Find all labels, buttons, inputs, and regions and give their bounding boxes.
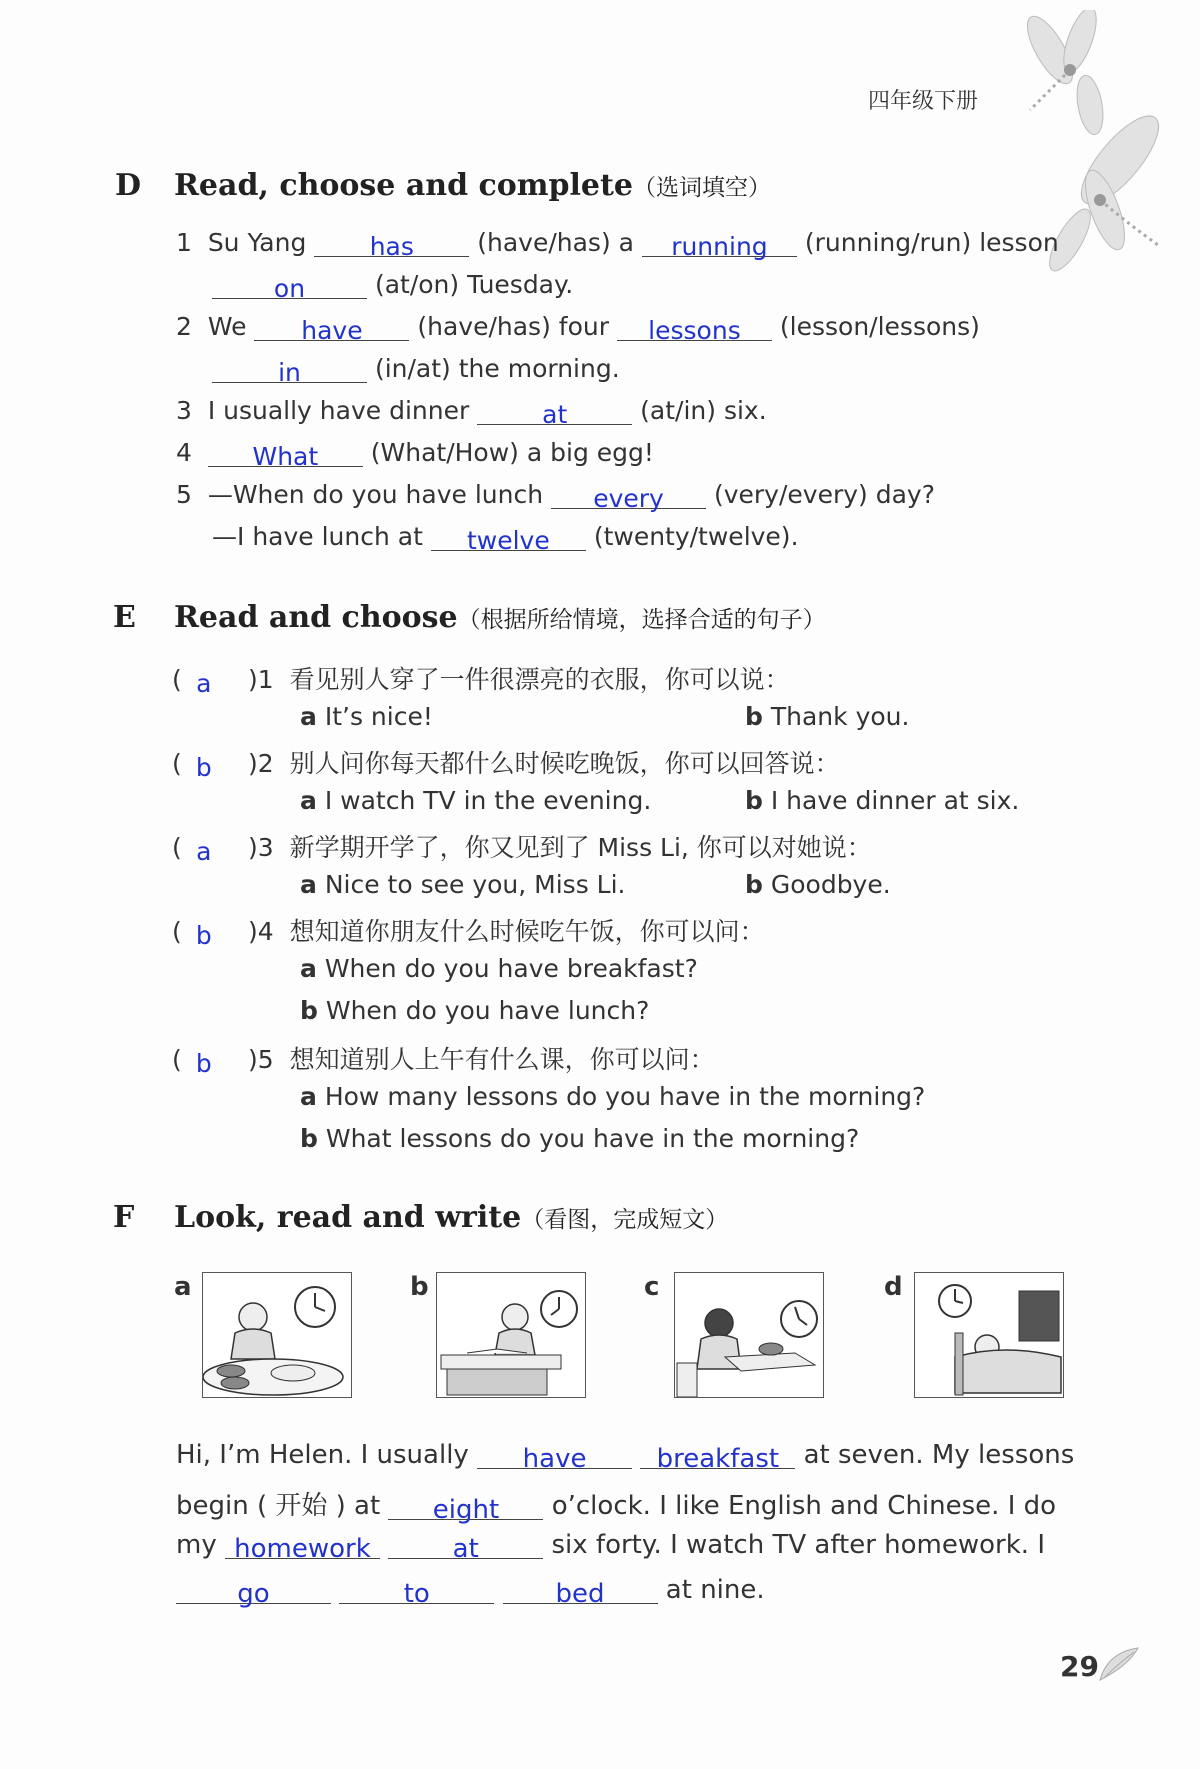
- girl-studying-icon: [437, 1273, 585, 1397]
- answer-blank[interactable]: [388, 1491, 543, 1525]
- question-text: (at/on) Tuesday.: [374, 270, 574, 299]
- answer-blank[interactable]: [388, 1530, 543, 1564]
- e-item-2-prompt: [172, 744, 840, 780]
- question-text: (What/How) a big egg!: [370, 438, 654, 467]
- question-text: (have/has) a: [477, 228, 634, 257]
- option-letter: a: [300, 870, 317, 899]
- option-letter: b: [300, 996, 318, 1025]
- option-letter: a: [300, 1082, 317, 1111]
- question-number: 3: [176, 396, 192, 425]
- f-passage-line-3: [176, 1530, 1045, 1564]
- item-number: )1: [248, 665, 274, 694]
- answer-blank[interactable]: [254, 312, 409, 345]
- option-text: It’s nice!: [324, 702, 433, 731]
- item-prompt: 想知道你朋友什么时候吃午饭，你可以问：: [289, 917, 765, 946]
- passage-text: begin ( 开始 ) at: [176, 1491, 381, 1521]
- e-item-4-prompt: [172, 912, 765, 948]
- option-text: When do you have breakfast?: [324, 954, 698, 983]
- question-text: (in/at) the morning.: [374, 354, 620, 383]
- e-item-1-prompt: [172, 660, 790, 696]
- section-f-title: [174, 1200, 728, 1235]
- picture-label-a: a: [174, 1272, 192, 1302]
- answer-parenthesis[interactable]: [172, 917, 248, 950]
- option-letter: b: [745, 870, 763, 899]
- question-number: 2: [176, 312, 192, 341]
- section-f-letter: F: [113, 1200, 135, 1235]
- answer-text: b: [195, 1049, 212, 1078]
- e-item-5-option-a[interactable]: [300, 1082, 925, 1111]
- picture-homework: [674, 1272, 824, 1398]
- item-prompt: 别人问你每天都什么时候吃晚饭，你可以回答说：: [289, 749, 840, 778]
- picture-label-d: d: [884, 1272, 903, 1302]
- option-letter: a: [300, 786, 317, 815]
- answer-blank[interactable]: [431, 522, 586, 555]
- answer-text: b: [195, 921, 212, 950]
- question-number: 5: [176, 480, 192, 509]
- girl-writing-homework-icon: [675, 1273, 823, 1397]
- item-number: )5: [248, 1045, 274, 1074]
- e-item-2-option-b[interactable]: [745, 786, 1019, 815]
- paren-open: (: [172, 917, 182, 946]
- section-e-letter: E: [113, 600, 136, 635]
- d-question-3: [176, 396, 767, 429]
- paren-open: (: [172, 1045, 182, 1074]
- option-text: When do you have lunch?: [325, 996, 650, 1025]
- answer-text: breakfast: [656, 1444, 780, 1474]
- option-letter: b: [745, 702, 763, 731]
- e-item-4-option-b[interactable]: [300, 996, 649, 1025]
- section-d-title-cn: （选词填空）: [632, 175, 771, 201]
- e-item-2-option-a[interactable]: [300, 786, 651, 815]
- answer-text: homework: [234, 1534, 371, 1564]
- question-text: I usually have dinner: [207, 396, 470, 425]
- question-number: 1: [176, 228, 192, 257]
- picture-lesson: [436, 1272, 586, 1398]
- question-text: (lesson/lessons): [779, 312, 980, 341]
- passage-text: my: [176, 1530, 217, 1560]
- section-d-title-en: Read, choose and complete: [174, 168, 633, 203]
- section-e-title-en: Read and choose: [174, 600, 458, 635]
- answer-blank[interactable]: [617, 312, 772, 345]
- answer-blank[interactable]: [212, 354, 367, 387]
- girl-eating-breakfast-icon: [203, 1273, 351, 1397]
- item-number: )4: [248, 917, 274, 946]
- answer-text: lessons: [648, 316, 741, 345]
- answer-blank[interactable]: [208, 438, 363, 471]
- answer-blank[interactable]: [176, 1575, 331, 1609]
- grade-label: 四年级下册: [868, 89, 979, 114]
- answer-parenthesis[interactable]: [172, 749, 248, 782]
- d-question-5-cont: [212, 522, 799, 555]
- answer-blank[interactable]: [339, 1575, 494, 1609]
- question-text: —I have lunch at: [212, 522, 423, 551]
- item-number: )2: [248, 749, 274, 778]
- item-prompt: 想知道别人上午有什么课，你可以问：: [289, 1045, 715, 1074]
- paren-open: (: [172, 749, 182, 778]
- f-passage-line-4: [176, 1575, 765, 1609]
- question-text: —When do you have lunch: [207, 480, 544, 509]
- answer-blank[interactable]: [212, 270, 367, 303]
- answer-text: have: [301, 316, 363, 345]
- paren-open: (: [172, 833, 182, 862]
- answer-blank[interactable]: [314, 228, 469, 261]
- e-item-3-prompt: [172, 828, 872, 864]
- option-letter: b: [745, 786, 763, 815]
- answer-parenthesis[interactable]: [172, 833, 248, 866]
- option-letter: a: [300, 702, 317, 731]
- picture-label-b: b: [410, 1272, 429, 1302]
- answer-text: has: [369, 232, 414, 261]
- answer-text: b: [195, 753, 212, 782]
- passage-text: Hi, I’m Helen. I usually: [176, 1440, 469, 1470]
- page-number: 29: [1060, 1650, 1099, 1683]
- answer-text: at: [542, 400, 568, 429]
- section-e-title: [174, 600, 826, 635]
- question-number: 4: [176, 438, 192, 467]
- section-e-title-cn: （根据所给情境，选择合适的句子）: [457, 607, 826, 633]
- answer-text: in: [278, 358, 301, 387]
- answer-text: twelve: [466, 526, 550, 555]
- answer-text: at: [452, 1534, 479, 1564]
- section-d-letter: D: [115, 168, 142, 203]
- e-item-3-option-a[interactable]: [300, 870, 626, 899]
- answer-blank[interactable]: [551, 480, 706, 513]
- question-text: (at/in) six.: [640, 396, 767, 425]
- leaf-decoration-icon: [1098, 1646, 1140, 1682]
- girl-sleeping-icon: [915, 1273, 1063, 1397]
- answer-text: a: [196, 669, 212, 698]
- option-letter: b: [300, 1124, 318, 1153]
- option-text: How many lessons do you have in the morning?: [324, 1082, 926, 1111]
- option-text: Thank you.: [770, 702, 910, 731]
- f-passage-line-2: [176, 1485, 1057, 1525]
- option-letter: a: [300, 954, 317, 983]
- question-text: We: [207, 312, 247, 341]
- answer-text: have: [522, 1444, 587, 1474]
- d-question-1-cont: [212, 270, 574, 303]
- section-d-title: [174, 168, 771, 203]
- option-text: I watch TV in the evening.: [324, 786, 652, 815]
- option-text: Goodbye.: [770, 870, 891, 899]
- answer-text: running: [671, 232, 768, 261]
- answer-text: go: [237, 1579, 270, 1609]
- answer-parenthesis[interactable]: [172, 665, 248, 698]
- option-text: What lessons do you have in the morning?: [325, 1124, 860, 1153]
- question-text: (running/run) lesson: [804, 228, 1059, 257]
- d-question-2-cont: [212, 354, 620, 387]
- e-item-3-option-b[interactable]: [745, 870, 891, 899]
- d-question-2: [176, 312, 980, 345]
- e-item-1-option-a[interactable]: [300, 702, 433, 731]
- answer-parenthesis[interactable]: [172, 1045, 248, 1078]
- item-prompt: 新学期开学了，你又见到了 Miss Li, 你可以对她说：: [289, 833, 872, 862]
- picture-bedtime: [914, 1272, 1064, 1398]
- answer-text: to: [403, 1579, 430, 1609]
- question-text: (twenty/twelve).: [593, 522, 799, 551]
- picture-label-c: c: [644, 1272, 660, 1302]
- passage-text: at seven. My lessons: [803, 1440, 1075, 1470]
- d-question-5: [176, 480, 935, 513]
- answer-blank[interactable]: [503, 1575, 658, 1609]
- paren-open: (: [172, 665, 182, 694]
- question-text: (very/every) day?: [713, 480, 935, 509]
- answer-text: eight: [432, 1495, 500, 1525]
- option-text: Nice to see you, Miss Li.: [324, 870, 626, 899]
- e-item-1-option-b[interactable]: [745, 702, 909, 731]
- item-number: )3: [248, 833, 274, 862]
- section-f-title-en: Look, read and write: [174, 1200, 522, 1235]
- question-text: Su Yang: [207, 228, 307, 257]
- f-passage-line-1: [176, 1440, 1075, 1474]
- answer-text: a: [196, 837, 212, 866]
- passage-text: six forty. I watch TV after homework. I: [551, 1530, 1045, 1560]
- answer-text: every: [593, 484, 664, 513]
- answer-text: on: [273, 274, 306, 303]
- picture-breakfast: [202, 1272, 352, 1398]
- option-text: I have dinner at six.: [770, 786, 1020, 815]
- answer-blank[interactable]: [642, 228, 797, 261]
- answer-text: bed: [555, 1579, 605, 1609]
- question-text: (have/has) four: [417, 312, 609, 341]
- d-question-4: [176, 438, 654, 471]
- answer-text: What: [252, 442, 319, 471]
- e-item-5-option-b[interactable]: [300, 1124, 859, 1153]
- passage-text: at nine.: [665, 1575, 765, 1605]
- e-item-5-prompt: [172, 1040, 715, 1076]
- answer-blank[interactable]: [225, 1530, 380, 1564]
- e-item-4-option-a[interactable]: [300, 954, 698, 983]
- answer-blank[interactable]: [640, 1440, 795, 1474]
- answer-blank[interactable]: [477, 396, 632, 429]
- answer-blank[interactable]: [477, 1440, 632, 1474]
- section-f-title-cn: （看图，完成短文）: [521, 1207, 729, 1233]
- passage-text: o’clock. I like English and Chinese. I do: [551, 1491, 1057, 1521]
- d-question-1: [176, 228, 1059, 261]
- item-prompt: 看见别人穿了一件很漂亮的衣服，你可以说：: [289, 665, 790, 694]
